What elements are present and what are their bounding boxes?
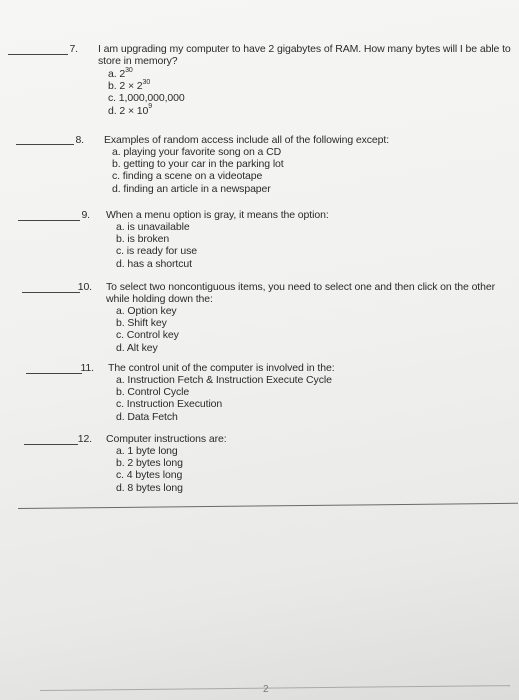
option-list — [116, 221, 197, 270]
option-d: d. Data Fetch — [116, 410, 178, 423]
question-number: 12. — [77, 433, 92, 445]
option-a: a. is unavailable — [116, 221, 190, 233]
question-number: 11. — [80, 362, 94, 374]
question-stem: I am upgrading my computer to have 2 gigabytes of RAM. How many bytes will I be able to store in memory? — [98, 43, 511, 68]
option-b: b. is broken — [116, 233, 170, 246]
option-c: c. 4 bytes long — [116, 469, 183, 482]
option-d: d. $2 \times 10^9$ — [108, 103, 153, 117]
option-a: a. Instruction Fetch & Instruction Execute Cycle — [116, 374, 332, 386]
option-b: b. Control Cycle — [116, 386, 190, 399]
page-bottom-edge — [40, 685, 510, 691]
section-divider — [18, 503, 518, 509]
option-b: b. Shift key — [116, 317, 167, 330]
option-c: c. Instruction Execution — [116, 398, 223, 411]
option-c: c. finding a scene on a videotape — [112, 170, 263, 183]
option-c: c. is ready for use — [116, 245, 197, 258]
option-list — [108, 68, 185, 117]
question-stem: To select two noncontiguous items, you need to select one and then click on the other while holding down the: — [106, 281, 495, 306]
option-a: a. playing your favorite song on a CD — [112, 146, 282, 158]
option-d: d. finding an article in a newspaper — [112, 182, 271, 195]
question-number: 8. — [75, 134, 84, 146]
option-list — [112, 146, 284, 195]
option-b: b. getting to your car in the parking lot — [112, 158, 284, 171]
question-number: 10. — [77, 281, 92, 293]
option-list — [116, 374, 332, 423]
option-a: a. Option key — [116, 305, 177, 317]
option-c: c. 1,000,000,000 — [108, 92, 185, 105]
question-number: 9. — [81, 209, 90, 221]
question-stem: When a menu option is gray, it means the option: — [106, 209, 329, 221]
option-d: d. has a shortcut — [116, 257, 192, 270]
option-list — [116, 445, 183, 494]
option-list — [116, 305, 179, 354]
option-b: b. $2 \times 2^{30}$ — [108, 78, 151, 93]
question-stem: Examples of random access include all of the following except: — [104, 134, 390, 146]
option-b: b. 2 bytes long — [116, 457, 183, 470]
question-number: 7. — [69, 43, 78, 55]
question-stem: Computer instructions are: — [106, 433, 227, 445]
option-a: a. $2^{30}$ — [108, 66, 133, 80]
question-stem: The control unit of the computer is involved in the: — [108, 362, 335, 374]
option-a: a. 1 byte long — [116, 445, 178, 457]
option-c: c. Control key — [116, 329, 179, 342]
option-d: d. Alt key — [116, 341, 158, 354]
page-number: 2 — [263, 684, 269, 695]
option-d: d. 8 bytes long — [116, 481, 183, 494]
